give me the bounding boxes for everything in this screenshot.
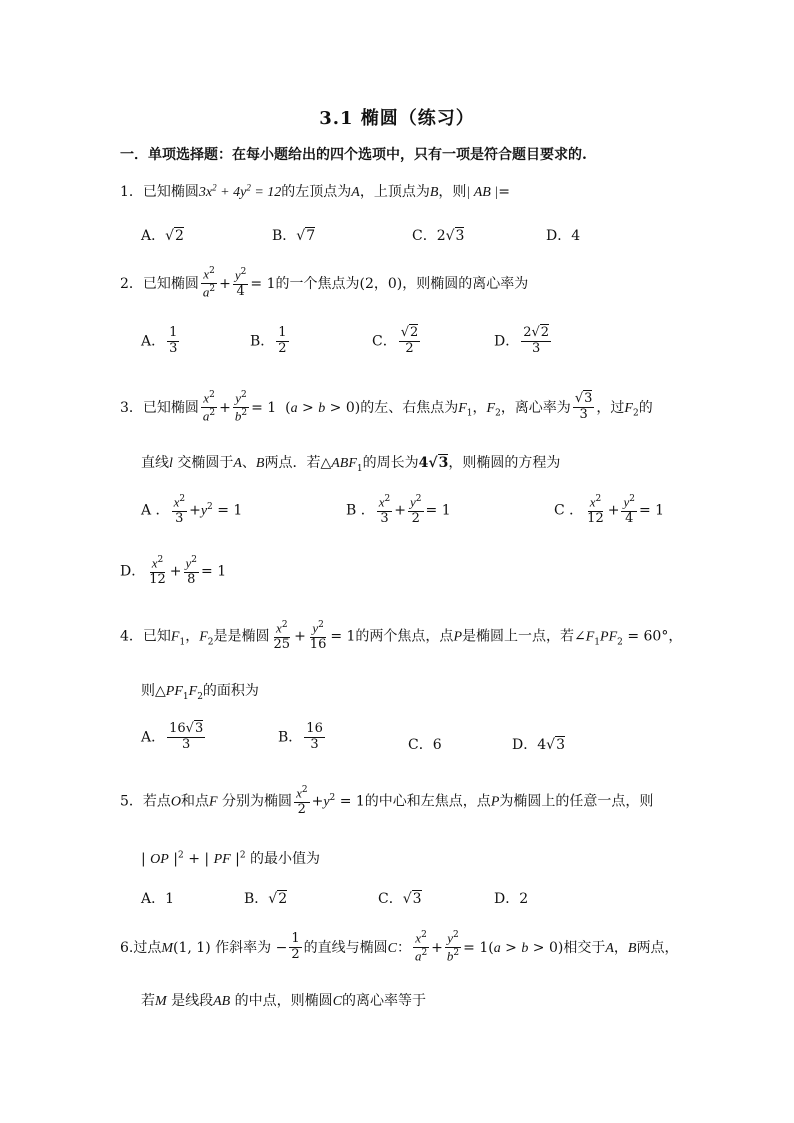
q4-option-a: A． $\frac{16√3}{3}$	[141, 721, 204, 752]
q1-option-c: C．2√3	[412, 228, 465, 244]
question-5-line2: | OP $|^2$ + | PF $|^2$ 的最小值为	[141, 850, 321, 867]
q5-option-d: D．2	[494, 891, 529, 907]
q3-option-b: B ． $\frac{x^2}{3}$ + $\frac{y^2}{2}$ = 1	[346, 494, 451, 527]
q5-option-c: C．√3	[378, 891, 422, 907]
question-6: 6.过点M(1, 1) 作斜率为 − $\frac{1}{2}$ 的直线与椭圆C： $\frac{x^2}{a^2}$ + $\frac{y^2}{b^2}$ = 1(a > b > 0)相交于A，B两点，	[120, 930, 679, 964]
q4-option-b: B． $\frac{16}{3}$	[278, 721, 323, 752]
q1-option-a: A．√2	[141, 228, 184, 244]
q5-option-a: A．1	[141, 891, 175, 907]
q1-option-d: D．4	[546, 228, 581, 244]
q4-option-c: C．6	[408, 737, 442, 753]
page-title: 3.1 椭圆（练习）	[319, 108, 475, 129]
question-3-line2: 直线l 交椭圆于A、B两点．若$\triangle ABF_1$的周长为4√3，则椭圆的方程为	[141, 455, 561, 474]
q3-option-d: D． $\frac{x^2}{12}$ + $\frac{y^2}{8}$ = 1	[120, 555, 227, 588]
q1-option-b: B．√7	[272, 228, 316, 244]
q4-option-d: D．4√3	[512, 737, 565, 753]
question-6-line2: 若M 是线段AB 的中点，则椭圆C的离心率等于	[141, 993, 427, 1009]
question-2: 2．已知椭圆 $\frac{x^2}{a^2}$ + $\frac{y^2}{4}$ = 1的一个焦点为(2，0)，则椭圆的离心率为	[120, 266, 529, 300]
q2-option-b: B． $\frac{1}{2}$	[250, 325, 287, 356]
question-1: 1．已知椭圆$3x^2 + 4y^2 = 12$的左顶点为A，上顶点为B，则| AB |=	[120, 182, 510, 200]
q3-option-c: C ． $\frac{x^2}{12}$ + $\frac{y^2}{4}$ = 1	[554, 494, 665, 527]
question-5: 5．若点O和点F 分别为椭圆 $\frac{x^2}{2}$ $+y^2 = 1$的中心和左焦点，点P为椭圆上的任意一点，则	[120, 785, 654, 818]
q5-option-b: B．√2	[244, 891, 288, 907]
section-heading: 一．单项选择题：在每小题给出的四个选项中，只有一项是符合题目要求的.	[120, 147, 587, 163]
q2-option-d: D． $\frac{2√2}{3}$	[494, 325, 550, 356]
q3-option-a: A ． $\frac{x^2}{3}$ $+y^2 = 1$	[141, 494, 243, 527]
q2-option-a: A． $\frac{1}{3}$	[141, 325, 178, 356]
question-3: 3．已知椭圆 $\frac{x^2}{a^2}$ + $\frac{y^2}{b^2}$ = 1 (a > b > 0)的左、右焦点为$F_1$，$F_2$，离心率为 $\frac{√3}{3}$ ，过$F_2$的	[120, 390, 653, 424]
question-4-line2: 则$\triangle PF_1F_2$的面积为	[141, 683, 259, 702]
question-4: 4．已知$F_1$，$F_2$是是椭圆 $\frac{x^2}{25}$ + $\frac{y^2}{16}$ = 1的两个焦点，点P是椭圆上一点，若$\angle F_1PF_2 = 60^\circ$，	[120, 620, 683, 653]
q2-option-c: C． $\frac{√2}{2}$	[372, 325, 419, 356]
